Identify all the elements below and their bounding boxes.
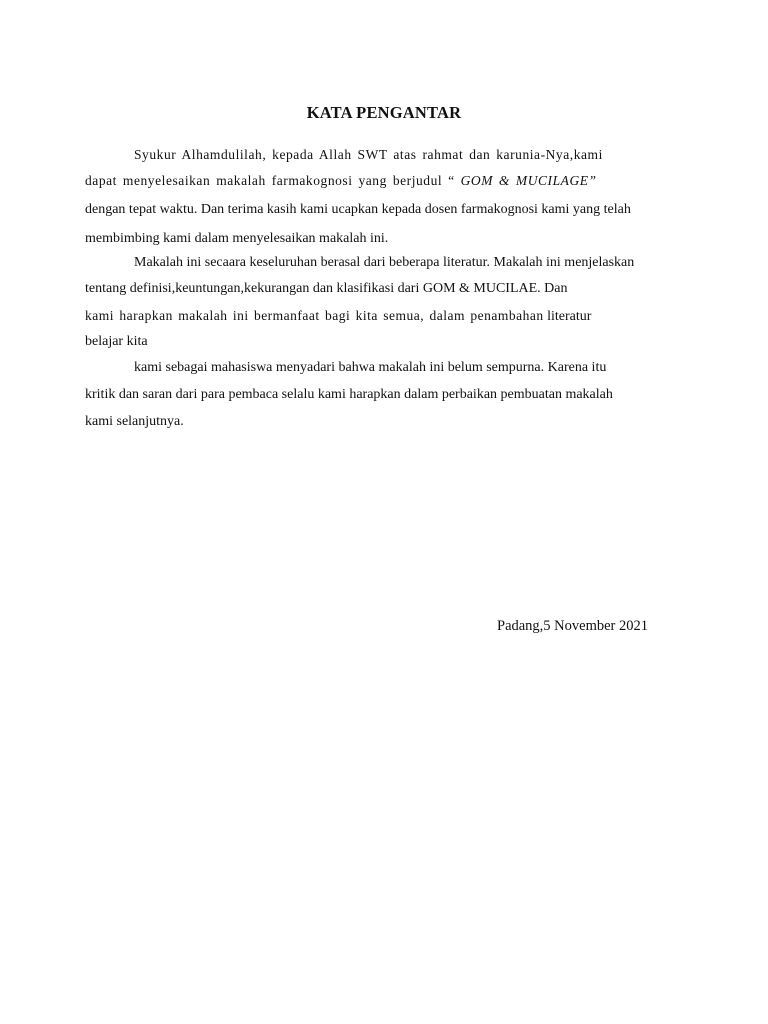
paragraph1-line4: membimbing kami dalam menyelesaikan makalah ini. — [85, 231, 389, 246]
paragraph2-line1: Makalah ini secaara keseluruhan berasal dari beberapa literatur. Makalah ini menjelaskan — [134, 255, 635, 270]
paragraph3-line3: kami selanjutnya. — [85, 414, 184, 429]
paragraph2-line3 — [85, 307, 591, 326]
paragraph2-line3-spaced: kami harapkan makalah ini bermanfaat bagi kita semua, dalam penambahan — [85, 308, 544, 323]
signature-date: Padang,5 November 2021 — [497, 618, 649, 634]
paragraph2-line2: tentang definisi,keuntungan,kekurangan dan klasifikasi dari GOM & MUCILAE. Dan — [85, 281, 568, 296]
paragraph3-line2: kritik dan saran dari para pembaca selalu kami harapkan dalam perbaikan pembuatan makalah — [85, 387, 613, 402]
paragraph1-line2 — [85, 172, 597, 190]
document-title: KATA PENGANTAR — [306, 103, 462, 122]
paragraph1-line2-text: dapat menyelesaikan makalah farmakognosi yang berjudul “ — [85, 173, 461, 188]
paragraph3-line1: kami sebagai mahasiswa menyadari bahwa makalah ini belum sempurna. Karena itu — [134, 360, 607, 375]
paragraph1-line1: Syukur Alhamdulilah, kepada Allah SWT atas rahmat dan karunia-Nya,kami — [134, 147, 603, 162]
paragraph2-line4: belajar kita — [85, 334, 148, 349]
paragraph1-line2-italic: GOM & MUCILAGE” — [460, 173, 597, 188]
paragraph1-line3: dengan tepat waktu. Dan terima kasih kami ucapkan kepada dosen farmakognosi kami yang telah — [85, 202, 631, 217]
paragraph2-line3-tail: literatur — [543, 309, 592, 324]
